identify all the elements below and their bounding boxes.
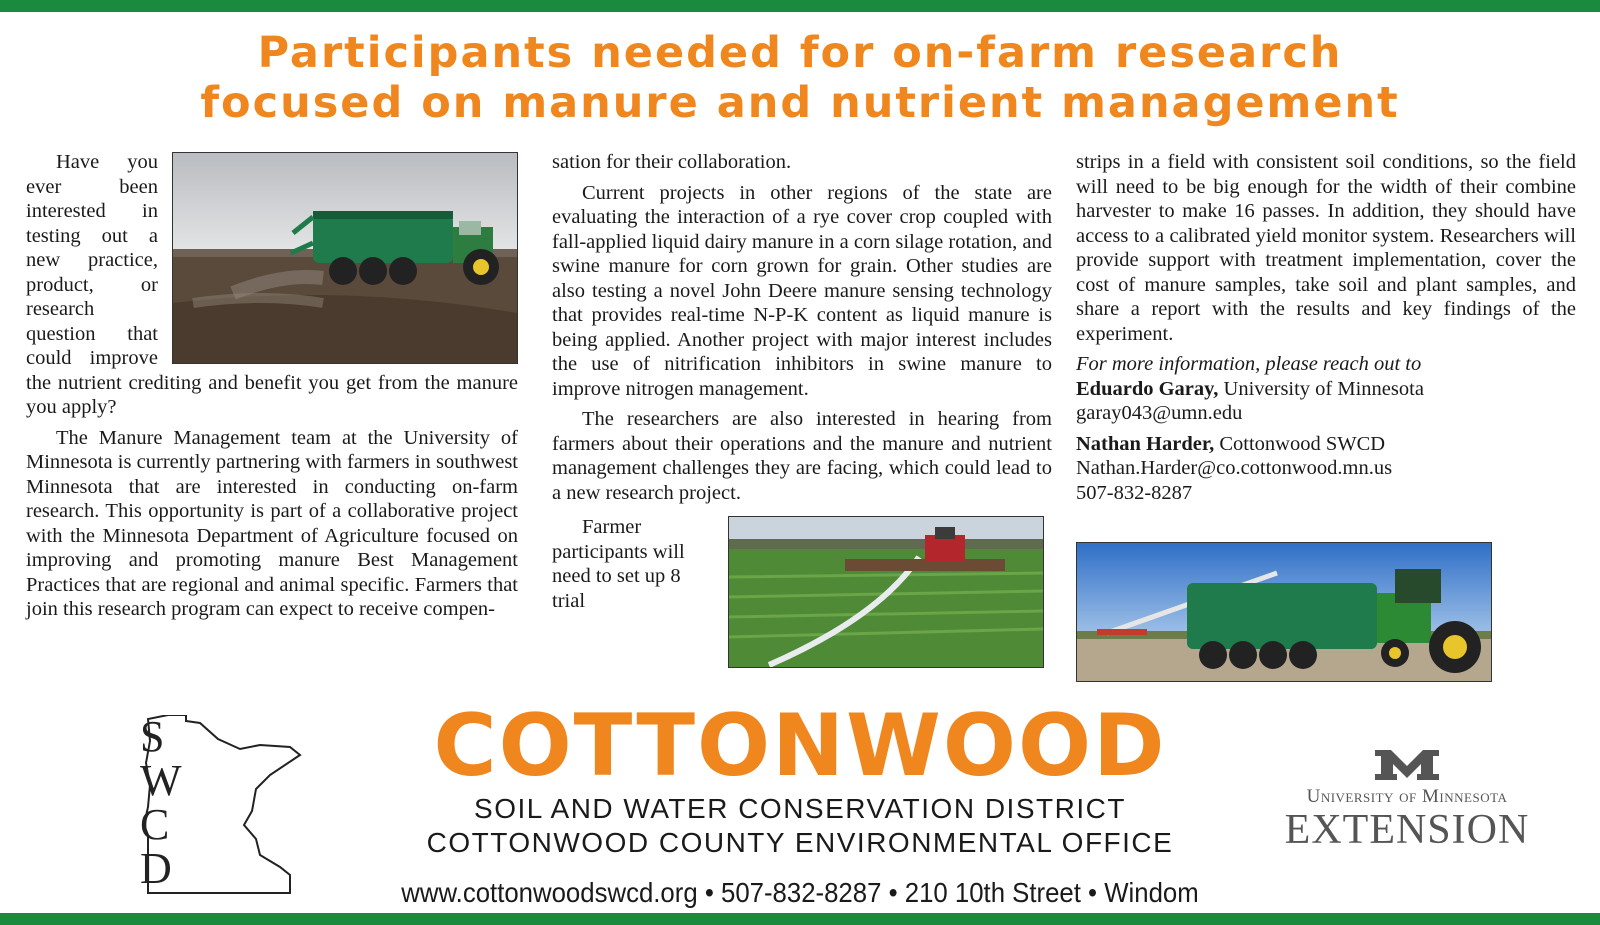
photo-green-field-tractor [728,516,1044,668]
cottonwood-brand [360,696,1240,910]
contact1-email[interactable]: garay043@umn.edu [1076,402,1243,424]
logo-letter-w: W [140,756,182,805]
top-green-bar [0,0,1600,12]
contact-block-2 [1076,432,1576,506]
headline-line-2: focused on manure and nutrient management [200,78,1400,128]
umn-line-2: EXTENSION [1284,807,1530,853]
col1-paragraph-2: The Manure Management team at the University of Minnesota is currently partnering with farmers in southwest Minnesota that are interested in conducting on-farm research. This opportunity is part of a collaborative project with the Minnesota Department of Agriculture focused on improving and promoting manure Best Management Practices that are regional and animal specific. Farmers that join this research program can expect to receive compen- [26,426,518,620]
article-column-2 [552,150,1052,619]
col2-paragraph-1: Current projects in other regions of the state are evaluating the interaction of a rye cover crop coupled with fall-applied liquid dairy manure in a corn silage rotation, and swine manure for corn grown for grain. Other studies are also testing a novel John Deere manure sensing technology that provides real-time N-P-K content as liquid manure is being applied. Another project with major interest includes the use of nitrification inhibitors in swine manure to improve nitrogen management. [552,181,1052,400]
contact-intro: For more information, please reach out to [1076,353,1422,375]
headline-line-1: Participants needed for on-farm research [257,28,1343,78]
col2-paragraph-3: Farmer participants will need to set up 8 trial [552,516,685,612]
brand-line-1: SOIL AND WATER CONSERVATION DISTRICT [474,793,1126,824]
contact-block [1076,352,1576,426]
photo-tractor-tanker [1076,542,1492,682]
contact2-org: Cottonwood SWCD [1214,432,1386,455]
col2-paragraph-0: sation for their collaboration. [552,151,792,173]
col1-paragraph-1: Have you ever been interested in testing out a new practice, product, or research question that could improve the nutrient crediting and benefit you get from the manure you apply? [26,151,518,418]
logo-letter-c: C [140,800,170,849]
article-column-3 [1076,150,1576,511]
brand-contact-line[interactable]: www.cottonwoodswcd.org • 507-832-8287 • 210 10th Street • Windom [401,877,1199,908]
brand-title: COTTONWOOD [433,696,1167,796]
contact2-email[interactable]: Nathan.Harder@co.cottonwood.mn.us [1076,457,1393,479]
logo-letter-d: D [140,844,172,893]
headline [0,28,1600,128]
photo-manure-spreader-field [172,152,518,364]
swcd-minnesota-logo-icon [140,712,320,895]
col2-photo-wrap [728,516,1044,668]
col2-paragraph-2: The researchers are also interested in hearing from farmers about their operations and the manure and nutrient management challenges they are facing, which could lead to a new research project. [552,408,1052,504]
contact2-name: Nathan Harder, [1076,432,1215,455]
contact2-phone[interactable]: 507-832-8287 [1076,481,1193,504]
contact1-name: Eduardo Garay, [1076,377,1219,400]
umn-extension-logo [1262,748,1552,852]
article-column-1 [26,150,518,628]
bottom-green-bar [0,913,1600,925]
umn-m-logo-icon [1373,748,1441,782]
logo-letter-s: S [140,712,165,761]
col2-paragraph-2-intro [552,407,1052,505]
umn-line-1: University of Minnesota [1306,786,1508,807]
brand-line-2: COTTONWOOD COUNTY ENVIRONMENTAL OFFICE [426,827,1174,858]
col3-paragraph-0: strips in a field with consistent soil conditions, so the field will need to be big enough for the width of their combine harvester to make 16 passes. In addition, they should have access to a calibrated yield monitor system. Researchers will provide support with treatment implementation, cover the cost of manure samples, take soil and plant samples, and share a report with the results and key findings of the experiment. [1076,151,1576,345]
contact1-org: University of Minnesota [1218,377,1424,400]
